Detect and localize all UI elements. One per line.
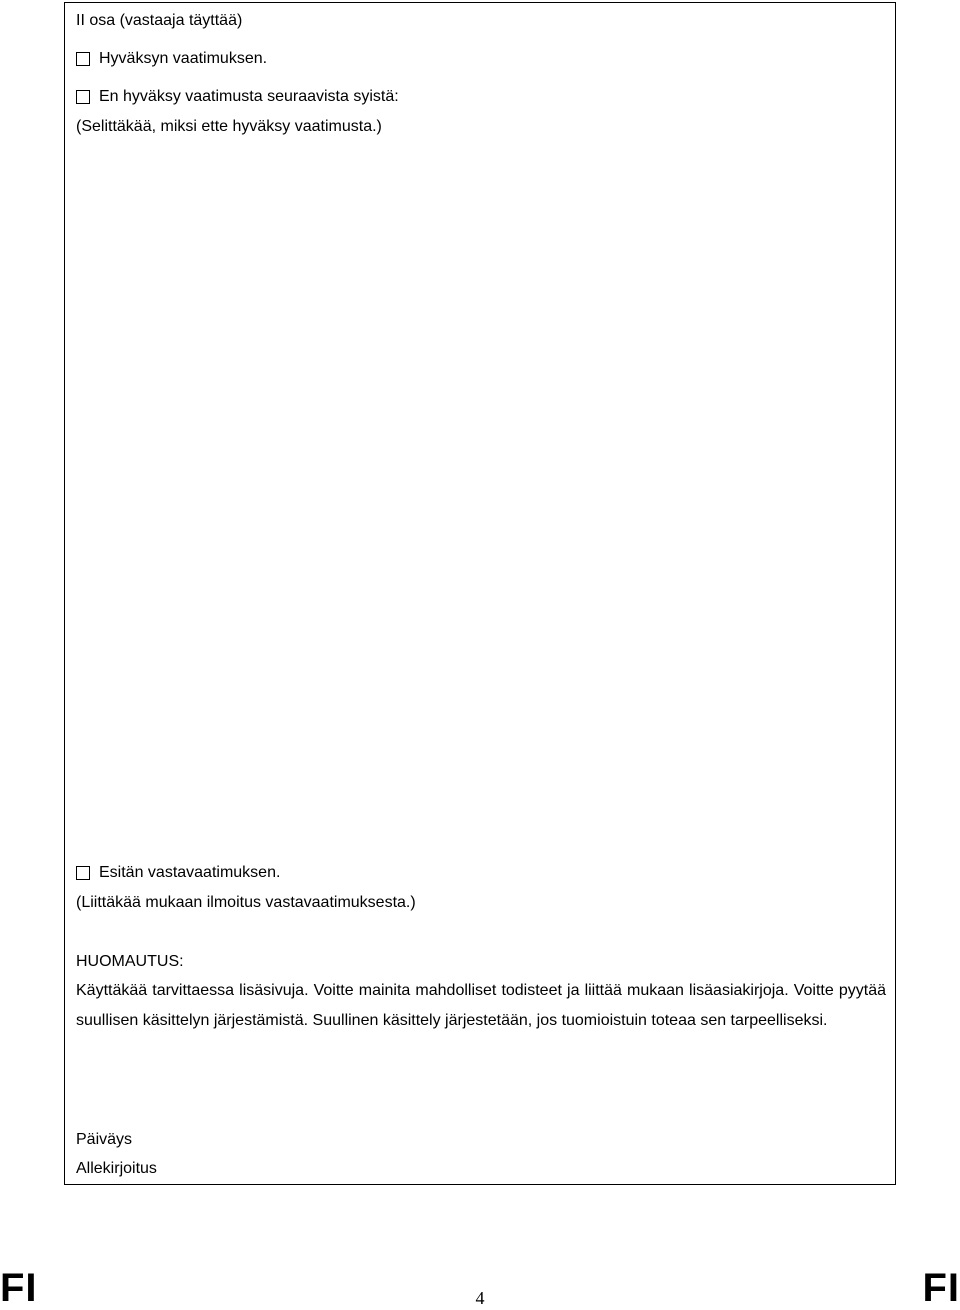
accept-option[interactable] [76,49,267,69]
page-number: 4 [475,1288,485,1308]
note-text: Käyttäkää tarvittaessa lisäsivuja. Voitte mainita mahdolliset todisteet ja liittää mukaan lisäasiakirjoja. Voitte pyytää suullisen käsittelyn järjestämistä. Suullinen käsittely järjestetään, jos tuomioistuin toteaa sen tarpeelliseksi. [76,982,886,1029]
footer-language-code-left: FI [0,1266,38,1310]
counterclaim-label: Esitän vastavaatimuksen. [99,864,281,881]
section-title: II osa (vastaaja täyttää) [76,12,243,29]
footer-language-code-right: FI [922,1266,960,1310]
response-form-box [64,2,896,1185]
signature-label: Allekirjoitus [76,1160,157,1177]
reject-checkbox[interactable] [76,90,90,104]
accept-label: Hyväksyn vaatimuksen. [99,50,268,67]
reject-label: En hyväksy vaatimusta seuraavista syistä: [99,88,399,105]
note-heading: HUOMAUTUS: [76,953,184,970]
date-label: Päiväys [76,1131,133,1148]
counterclaim-option[interactable] [76,863,280,883]
counterclaim-hint: (Liittäkää mukaan ilmoitus vastavaatimuksesta.) [76,894,416,911]
accept-checkbox[interactable] [76,52,90,66]
reject-hint: (Selittäkää, miksi ette hyväksy vaatimusta.) [76,118,382,135]
counterclaim-checkbox[interactable] [76,866,90,880]
reject-option[interactable] [76,87,399,107]
